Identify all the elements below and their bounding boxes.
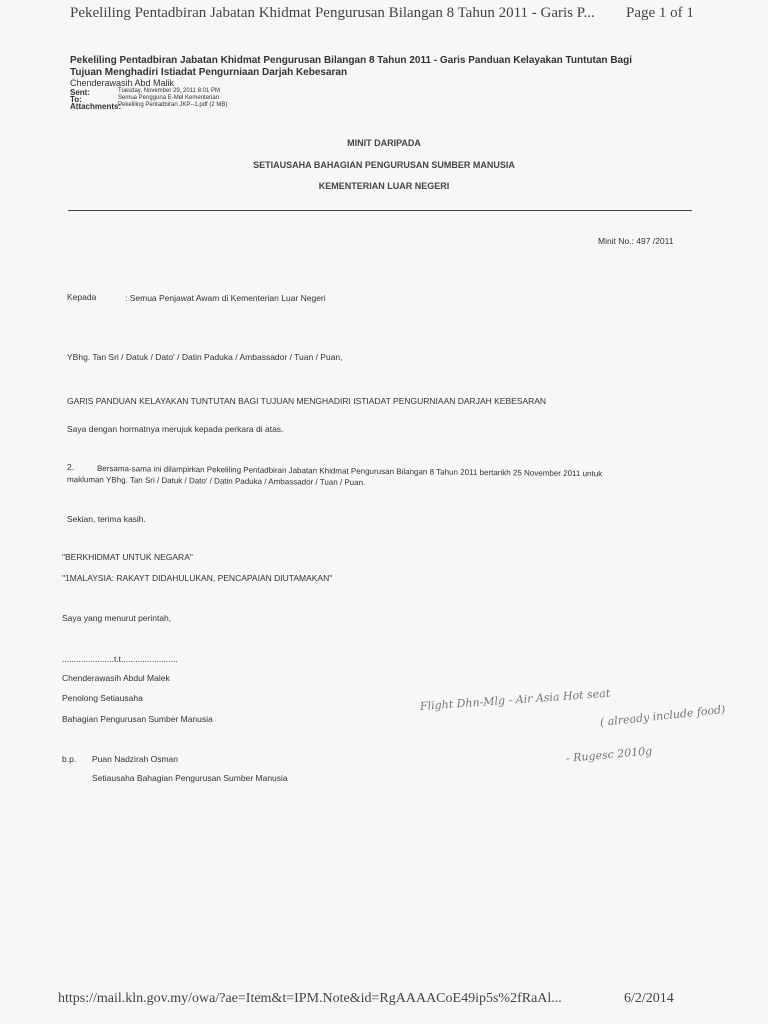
handwritten-note-line1: Flight Dhn-Mlg - Air Asia Hot seat: [419, 686, 611, 713]
paragraph-2-line2: makluman YBhg. Tan Sri / Datuk / Dato' / Datin Paduka / Ambassador / Tuan / Puan.: [66, 475, 366, 488]
signer-title: Penolong Setiausaha: [62, 693, 143, 703]
paragraph-2-line1: Bersama-sama ini dilampirkan Pekeliling Pentadbiran Jabatan Khidmat Pengurusan Bilangan 8 Tahun 2011 bertarikh 25 November 2011 untuk: [96, 464, 603, 479]
kepada-label: Kepada: [67, 292, 97, 302]
attachments-value: Pekeliling Pentadbiran JKP--1.pdf (2 MB): [118, 102, 228, 108]
paragraph-2-number: 2.: [67, 462, 75, 472]
print-header-title: Pekeliling Pentadbiran Jabatan Khidmat Pengurusan Bilangan 8 Tahun 2011 - Garis P...: [70, 5, 595, 21]
print-header-page: Page 1 of 1: [626, 5, 694, 21]
memo-heading-3: KEMENTERIAN LUAR NEGERI: [318, 181, 450, 191]
attachments-label: Attachments:: [70, 102, 122, 111]
to-label: To:: [70, 95, 82, 104]
print-footer-url: https://mail.kln.gov.my/owa/?ae=Item&t=IPM.Note&id=RgAAAACoE49ip5s%2fRaAl...: [58, 991, 562, 1006]
bp-label: b.p.: [62, 754, 77, 764]
motto-2: "1MALAYSIA: RAKAYT DIDAHULUKAN, PENCAPAIAN DIUTAMAKAN": [62, 573, 333, 583]
memo-heading-1: MINIT DARIPADA: [347, 138, 421, 148]
signature-line: ......................t.t........................: [62, 654, 178, 664]
email-subject-line2: Tujuan Menghadiri Istiadat Pengurniaan Darjah Kebesaran: [70, 67, 348, 78]
memo-heading-2: SETIAUSAHA BAHAGIAN PENGURUSAN SUMBER MANUSIA: [253, 160, 515, 170]
motto-1: "BERKHIDMAT UNTUK NEGARA": [62, 552, 193, 562]
memo-subject: GARIS PANDUAN KELAYAKAN TUNTUTAN BAGI TUJUAN MENGHADIRI ISTIADAT PENGURNIAAN DARJAH KEBESARAN: [67, 396, 547, 406]
bp-title: Setiausaha Bahagian Pengurusan Sumber Manusia: [92, 773, 288, 783]
heading-divider: [68, 210, 692, 211]
handwritten-note-line2: ( already include food): [599, 702, 727, 729]
order-line: Saya yang menurut perintah,: [62, 613, 172, 623]
signer-department: Bahagian Pengurusan Sumber Manusia: [62, 714, 213, 724]
sent-value: Tuesday, November 29, 2011 8:01 PM: [118, 88, 220, 94]
email-subject-line1: Pekeliling Pentadbiran Jabatan Khidmat Pengurusan Bilangan 8 Tahun 2011 - Garis Panduan Kelayakan Tuntutan Bagi: [70, 55, 632, 66]
sent-label: Sent:: [70, 88, 90, 97]
minit-number: Minit No.: 497 /2011: [598, 236, 674, 246]
closing: Sekian, terima kasih.: [67, 514, 146, 524]
bp-name: Puan Nadzirah Osman: [92, 754, 178, 764]
salutation: YBhg. Tan Sri / Datuk / Dato' / Datin Paduka / Ambassador / Tuan / Puan,: [67, 352, 343, 362]
signer-name: Chenderawasih Abdul Malek: [62, 673, 170, 683]
email-from: Chenderawasih Abd Malik: [70, 78, 175, 88]
paragraph-1: Saya dengan hormatnya merujuk kepada perkara di atas.: [67, 424, 284, 434]
handwritten-note-line3: - Rugesc 2010g: [565, 744, 653, 765]
kepada-value: : Semua Penjawat Awam di Kementerian Luar Negeri: [125, 293, 326, 303]
to-value: Semua Pengguna E-Mel Kementerian: [118, 95, 220, 101]
print-footer-date: 6/2/2014: [624, 991, 674, 1006]
